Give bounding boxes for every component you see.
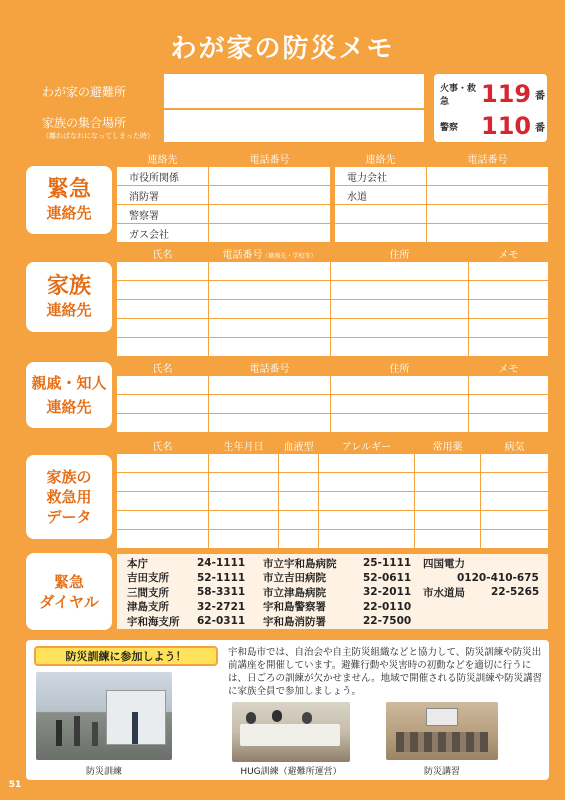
cell[interactable] — [319, 454, 415, 473]
cell[interactable] — [331, 376, 469, 395]
dial-number: 32-2721 — [197, 600, 246, 613]
dial-name: 吉田支所 — [127, 572, 169, 585]
col-header: メモ — [469, 246, 549, 262]
meeting-place-note: （離ればなれになってしまった時） — [42, 131, 154, 140]
table-row — [117, 454, 549, 473]
dial-number: 52-0611 — [363, 571, 412, 584]
dial-row — [127, 571, 538, 586]
family-label-b: 連絡先 — [46, 301, 92, 319]
cell[interactable] — [209, 338, 331, 357]
col-header: 電話番号 — [209, 151, 331, 167]
contact-cell[interactable] — [335, 205, 427, 224]
col-header: メモ — [469, 360, 549, 376]
drill-caption: 防災訓練 — [85, 767, 122, 777]
contact-cell[interactable] — [335, 224, 427, 243]
medical-data-label — [26, 455, 112, 539]
fire-suffix: 番 — [535, 90, 545, 102]
cell[interactable] — [209, 414, 331, 433]
medical-label-c: データ — [46, 508, 92, 526]
col-header-text: 電話番号 — [222, 250, 263, 261]
dial-name: 四国電力 — [423, 557, 465, 570]
dial-name: 市水道局 — [423, 586, 465, 599]
cell[interactable] — [117, 473, 209, 492]
cell[interactable] — [117, 376, 209, 395]
cell[interactable] — [117, 281, 209, 300]
relatives-label-b: 連絡先 — [46, 398, 92, 416]
dial-label-a: 緊急 — [53, 572, 84, 591]
col-header: 氏名 — [117, 438, 209, 454]
relatives-table — [116, 359, 549, 433]
cell[interactable] — [415, 473, 481, 492]
col-header: 氏名 — [117, 246, 209, 262]
phone-cell[interactable] — [209, 186, 331, 205]
cell[interactable] — [117, 338, 209, 357]
dial-number: 22-0110 — [363, 600, 412, 613]
dial-name: 市立津島病院 — [263, 586, 326, 599]
cell[interactable] — [319, 530, 415, 549]
cell[interactable] — [209, 473, 279, 492]
meeting-place-title: 家族の集合場所 — [42, 115, 127, 130]
cell[interactable] — [481, 530, 549, 549]
fire-label: 火事・救急 — [440, 84, 477, 107]
table-row — [117, 511, 549, 530]
medical-table — [116, 437, 549, 549]
dial-number: 22-5265 — [491, 586, 540, 599]
cell[interactable] — [117, 454, 209, 473]
police-number: 110 — [481, 112, 532, 140]
dial-name: 宇和島警察署 — [263, 601, 326, 614]
contact-cell: ガス会社 — [117, 224, 209, 243]
dial-name: 市立吉田病院 — [263, 572, 326, 585]
cell[interactable] — [469, 395, 549, 414]
phone-cell[interactable] — [427, 224, 549, 243]
cell[interactable] — [209, 454, 279, 473]
cell[interactable] — [279, 473, 319, 492]
lecture-caption: 防災講習 — [423, 767, 460, 777]
dial-number: 0120-410-675 — [457, 571, 539, 584]
cell[interactable] — [209, 395, 331, 414]
emergency-numbers — [432, 72, 549, 144]
col-header — [209, 246, 331, 262]
table-row — [117, 281, 549, 300]
shelter-row — [28, 74, 424, 108]
family-table — [116, 245, 549, 357]
col-header: 電話番号 — [427, 151, 549, 167]
cell[interactable] — [481, 454, 549, 473]
meeting-place-label — [28, 110, 164, 144]
dial-number: 52-1111 — [197, 571, 246, 584]
dial-number: 22-7500 — [363, 615, 412, 628]
dial-name: 宇和海支所 — [127, 615, 180, 628]
meeting-place-row — [28, 110, 424, 144]
cell[interactable] — [209, 511, 279, 530]
col-header: 氏名 — [117, 360, 209, 376]
phone-cell[interactable] — [209, 205, 331, 224]
shelter-field[interactable] — [166, 76, 424, 106]
col-header: 電話番号 — [209, 360, 331, 376]
cell[interactable] — [117, 319, 209, 338]
cell[interactable] — [319, 492, 415, 511]
table-row — [117, 395, 549, 414]
dial-number: 24-1111 — [197, 557, 246, 570]
drill-section — [26, 640, 549, 780]
emergency-table-right — [334, 150, 549, 243]
page-number: 51 — [6, 776, 24, 794]
col-header: 病気 — [481, 438, 549, 454]
emergency-table-left — [116, 150, 331, 243]
cell[interactable] — [415, 511, 481, 530]
meeting-place-field[interactable] — [166, 112, 424, 142]
cell[interactable] — [481, 473, 549, 492]
phone-cell[interactable] — [427, 167, 549, 186]
emergency-contacts-label — [26, 166, 112, 234]
hug-photo — [232, 702, 350, 762]
cell[interactable] — [469, 281, 549, 300]
dial-name: 本庁 — [127, 557, 148, 570]
contact-cell: 消防署 — [117, 186, 209, 205]
cell[interactable] — [481, 511, 549, 530]
cell[interactable] — [331, 281, 469, 300]
table-row — [117, 319, 549, 338]
col-header: アレルギー — [319, 438, 415, 454]
contact-cell: 水道 — [335, 186, 427, 205]
cell[interactable] — [117, 530, 209, 549]
table-row — [117, 492, 549, 511]
table-row — [117, 473, 549, 492]
cell[interactable] — [469, 414, 549, 433]
medical-label-b: 救急用 — [46, 488, 92, 506]
police-label: 警察 — [440, 122, 459, 133]
drill-description: 宇和島市では、自治会や自主防災組織などと協力して、防災訓練や防災出前講座を開催しています。避難行動や災害時の初動などを適切に行うには、日ごろの訓練が欠かせません。地域で開催される防災訓練や防災講習に家族全員で参加しましょう。 — [228, 647, 543, 697]
contact-cell: 警察署 — [117, 205, 209, 224]
dial-row — [127, 600, 538, 615]
col-header-note: （勤務先・学校等） — [262, 253, 317, 260]
drill-photo — [36, 672, 172, 760]
cell[interactable] — [415, 530, 481, 549]
drill-heading: 防災訓練に参加しよう！ — [34, 646, 218, 666]
phone-cell[interactable] — [427, 186, 549, 205]
hug-caption: HUG訓練（避難所運営） — [240, 767, 342, 777]
family-contacts-label — [26, 262, 112, 332]
relatives-contacts-label — [26, 362, 112, 428]
emergency-label-a: 緊急 — [46, 177, 91, 202]
cell[interactable] — [209, 376, 331, 395]
cell[interactable] — [469, 338, 549, 357]
family-label-a: 家族 — [46, 274, 91, 299]
cell[interactable] — [469, 376, 549, 395]
cell[interactable] — [209, 300, 331, 319]
dial-number: 58-3311 — [197, 586, 246, 599]
dial-row — [127, 585, 538, 600]
cell[interactable] — [209, 319, 331, 338]
cell[interactable] — [209, 281, 331, 300]
cell[interactable] — [469, 319, 549, 338]
col-header: 住所 — [331, 246, 469, 262]
col-header: 血液型 — [279, 438, 319, 454]
cell[interactable] — [415, 492, 481, 511]
table-row — [117, 530, 549, 549]
dial-name: 宇和島消防署 — [263, 615, 326, 628]
col-header: 連絡先 — [335, 151, 427, 167]
phone-cell[interactable] — [209, 167, 331, 186]
cell[interactable] — [331, 319, 469, 338]
dial-name: 市立宇和島病院 — [263, 557, 337, 570]
cell[interactable] — [331, 395, 469, 414]
cell[interactable] — [319, 473, 415, 492]
table-row — [117, 262, 549, 281]
dial-label-b: ダイヤル — [39, 592, 99, 611]
cell[interactable] — [209, 262, 331, 281]
dial-name: 津島支所 — [127, 601, 169, 614]
cell[interactable] — [279, 511, 319, 530]
emergency-label-b: 連絡先 — [46, 204, 92, 222]
col-header: 生年月日 — [209, 438, 279, 454]
cell[interactable] — [331, 300, 469, 319]
dial-number: 62-0311 — [197, 615, 246, 628]
dial-number: 25-1111 — [363, 557, 412, 570]
cell[interactable] — [469, 300, 549, 319]
dial-row — [127, 614, 538, 629]
dial-name: 三間支所 — [127, 586, 169, 599]
cell[interactable] — [117, 511, 209, 530]
emergency-dial-label — [26, 553, 112, 630]
table-row — [117, 338, 549, 357]
cell[interactable] — [279, 530, 319, 549]
shelter-label: わが家の避難所 — [28, 74, 164, 108]
dial-number: 32-2011 — [363, 586, 412, 599]
table-row — [117, 414, 549, 433]
medical-label-a: 家族の — [46, 468, 92, 486]
cell[interactable] — [279, 454, 319, 473]
cell[interactable] — [279, 492, 319, 511]
relatives-label-a: 親戚・知人 — [31, 374, 107, 392]
cell[interactable] — [331, 338, 469, 357]
dial-row — [127, 556, 538, 571]
lecture-photo — [386, 702, 498, 760]
contact-cell: 電力会社 — [335, 167, 427, 186]
cell[interactable] — [209, 492, 279, 511]
cell[interactable] — [117, 414, 209, 433]
table-row — [117, 300, 549, 319]
shelter-box — [26, 72, 426, 144]
contact-cell: 市役所関係 — [117, 167, 209, 186]
col-header: 連絡先 — [117, 151, 209, 167]
cell[interactable] — [117, 492, 209, 511]
police-suffix: 番 — [535, 122, 545, 134]
cell[interactable] — [331, 414, 469, 433]
col-header: 常用薬 — [415, 438, 481, 454]
cell[interactable] — [117, 395, 209, 414]
emergency-dial-list — [116, 553, 549, 630]
cell[interactable] — [117, 300, 209, 319]
phone-cell[interactable] — [209, 224, 331, 243]
page-title: わが家の防災メモ — [170, 34, 395, 64]
cell[interactable] — [331, 262, 469, 281]
cell[interactable] — [481, 492, 549, 511]
cell[interactable] — [117, 262, 209, 281]
cell[interactable] — [415, 454, 481, 473]
phone-cell[interactable] — [427, 205, 549, 224]
cell[interactable] — [319, 511, 415, 530]
cell[interactable] — [469, 262, 549, 281]
table-row — [117, 376, 549, 395]
cell[interactable] — [209, 530, 279, 549]
fire-number: 119 — [481, 80, 532, 108]
col-header: 住所 — [331, 360, 469, 376]
